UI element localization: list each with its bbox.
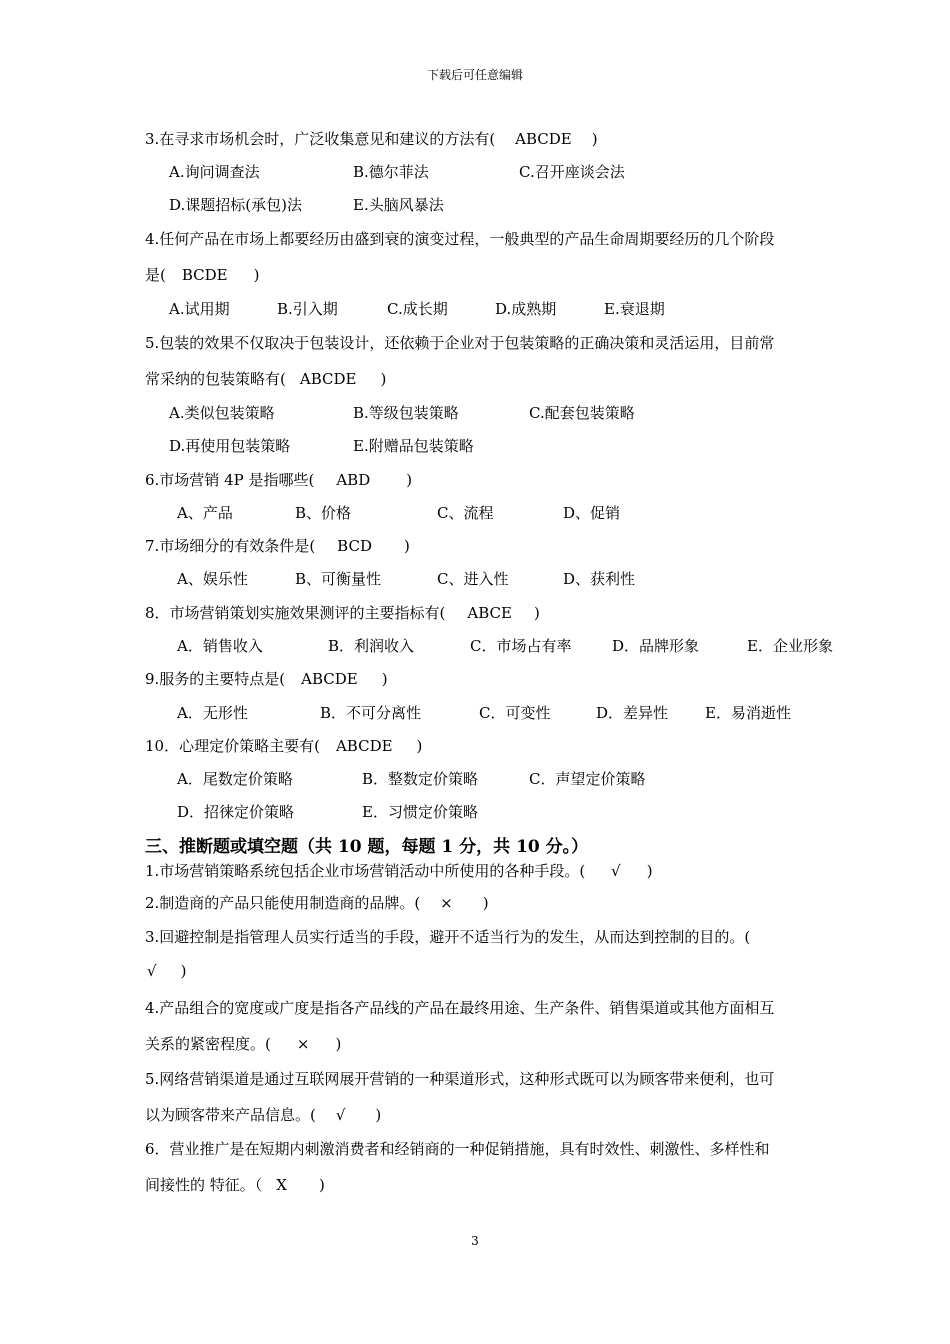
judgment-2: 2.制造商的产品只能使用制造商的品牌。( × ) — [145, 894, 489, 912]
answer-j4: × — [296, 1035, 310, 1053]
answer-6: ABD — [336, 471, 371, 489]
answer-7: BCD — [337, 537, 372, 555]
question-7: 7.市场细分的有效条件是( BCD ) — [145, 537, 410, 555]
question-4-line2: 是( BCDE ) — [145, 266, 260, 284]
answer-3: ABCDE — [515, 130, 572, 148]
answer-10: ABCDE — [335, 737, 393, 755]
judgment-4-line1: 4.产品组合的宽度或广度是指各产品线的产品在最终用途、生产条件、销售渠道或其他方面相互 — [145, 999, 775, 1017]
judgment-6-line1: 6．营业推广是在短期内刺激消费者和经销商的一种促销措施，具有时效性、刺激性、多样性和 — [145, 1140, 770, 1158]
judgment-6-line2: 间接性的 特征。（ X ) — [145, 1176, 325, 1194]
question-8: 8．市场营销策划实施效果测评的主要指标有( ABCE ) — [145, 604, 540, 622]
judgment-5-line1: 5.网络营销渠道是通过互联网展开营销的一种渠道形式，这种形式既可以为顾客带来便利，也可 — [145, 1070, 775, 1088]
question-9: 9.服务的主要特点是( ABCDE ) — [145, 670, 388, 688]
question-4-line1: 4.任何产品在市场上都要经历由盛到衰的演变过程，一般典型的产品生命周期要经历的几个阶段 — [145, 230, 775, 248]
answer-j1: √ — [611, 862, 621, 880]
question-5-line2: 常采纳的包装策略有( ABCDE ) — [145, 370, 387, 388]
answer-8: ABCE — [467, 604, 512, 622]
question-3: 3.在寻求市场机会时，广泛收集意见和建议的方法有( ABCDE ) — [145, 130, 598, 148]
judgment-5-line2: 以为顾客带来产品信息。( √ ) — [145, 1106, 382, 1124]
judgment-1: 1.市场营销策略系统包括企业市场营销活动中所使用的各种手段。( √ ) — [145, 862, 653, 880]
answer-5: ABCDE — [299, 370, 357, 388]
judgment-3-line1: 3.回避控制是指管理人员实行适当的手段，避开不适当行为的发生，从而达到控制的目的。( — [145, 928, 751, 946]
page-number: 3 — [471, 1234, 479, 1248]
answer-j3: √ — [147, 962, 157, 980]
judgment-4-line2: 关系的紧密程度。( × ) — [145, 1035, 342, 1053]
question-6: 6.市场营销 4P 是指哪些( ABD ) — [145, 471, 413, 489]
judgment-3-line2: √ ) — [147, 962, 187, 980]
section-3-heading: 三、推断题或填空题（共 10 题，每题 1 分，共 10 分。） — [145, 837, 589, 857]
answer-j5: √ — [335, 1106, 346, 1124]
page-header: 下载后可任意编辑 — [426, 68, 523, 82]
answer-j6: X — [276, 1176, 287, 1194]
question-10: 10．心理定价策略主要有( ABCDE ) — [145, 737, 423, 755]
answer-j2: × — [440, 894, 453, 912]
answer-9: ABCDE — [301, 670, 358, 688]
answer-4: BCDE — [181, 266, 228, 284]
question-5-line1: 5.包装的效果不仅取决于包装设计，还依赖于企业对于包装策略的正确决策和灵活运用，目前常 — [145, 334, 775, 352]
